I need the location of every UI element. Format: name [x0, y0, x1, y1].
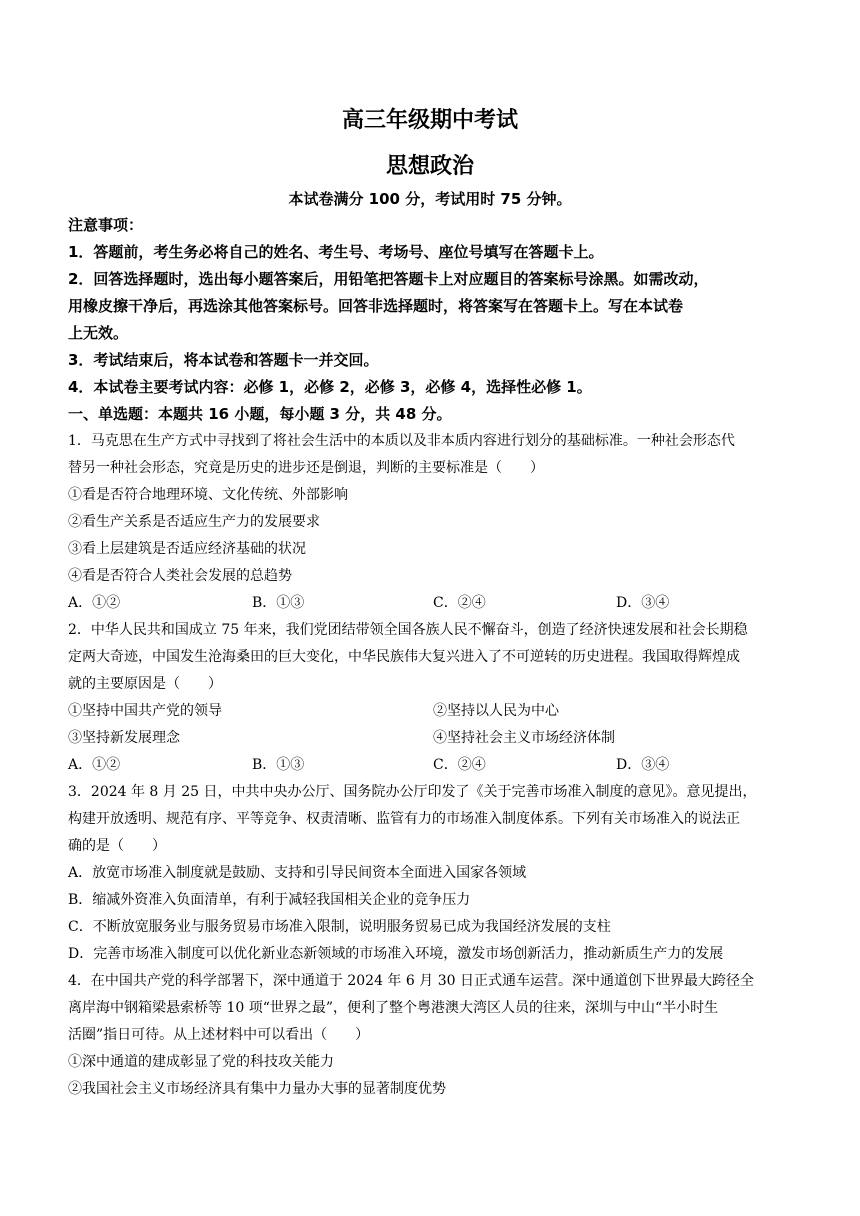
- notice-line: 4．本试卷主要考试内容：必修 1，必修 2，必修 3，必修 4，选择性必修 1。: [68, 378, 592, 396]
- question-item: ①坚持中国共产党的领导: [68, 703, 222, 719]
- notice-heading: 注意事项：: [68, 216, 144, 234]
- section-heading: 一、单选题：本题共 16 小题，每小题 3 分，共 48 分。: [68, 405, 452, 423]
- question-item: ②坚持以人民为中心: [433, 703, 559, 719]
- option-a: A．放宽市场准入制度就是鼓励、支持和引导民间资本全面进入国家各领域: [68, 865, 527, 881]
- question-item: ①看是否符合地理环境、文化传统、外部影响: [68, 487, 348, 503]
- notice-line: 1．答题前，考生务必将自己的姓名、考生号、考场号、座位号填写在答题卡上。: [68, 243, 604, 261]
- option-d: D．完善市场准入制度可以优化新业态新领域的市场准入环境，激发市场创新活力，推动新质生产力的发展: [68, 946, 724, 962]
- question-item: ②看生产关系是否适应生产力的发展要求: [68, 514, 320, 530]
- notice-line: 2．回答选择题时，选出每小题答案后，用铅笔把答题卡上对应题目的答案标号涂黑。如需改动，: [68, 270, 709, 288]
- question-stem: 替另一种社会形态，究竟是历史的进步还是倒退，判断的主要标准是（ ）: [68, 460, 544, 476]
- question-item: ②我国社会主义市场经济具有集中力量办大事的显著制度优势: [68, 1081, 446, 1097]
- exam-info: 本试卷满分 100 分，考试用时 75 分钟。: [288, 190, 572, 208]
- question-item: ③看上层建筑是否适应经济基础的状况: [68, 541, 306, 557]
- notice-line: 用橡皮擦干净后，再选涂其他答案标号。回答非选择题时，将答案写在答题卡上。写在本试卷: [68, 297, 684, 315]
- question-items-row: [68, 698, 794, 725]
- question-items-row: [68, 725, 794, 752]
- question-stem: 离岸海中钢箱梁悬索桥等 10 项“世界之最”，便利了整个粤港澳大湾区人员的往来，深圳与中山“半小时生: [68, 1000, 719, 1016]
- subject-title: 思想政治: [385, 154, 474, 179]
- notice-line: 3．考试结束后，将本试卷和答题卡一并交回。: [68, 351, 379, 369]
- question-stem: 活圈”指日可待。从上述材料中可以看出（ ）: [68, 1027, 370, 1043]
- question-stem: 定两大奇迹，中国发生沧海桑田的巨大变化，中华民族伟大复兴进入了不可逆转的历史进程。我国取得辉煌成: [68, 649, 740, 665]
- answer-options: [68, 590, 794, 617]
- notice-line: 上无效。: [68, 324, 129, 342]
- question-item: ①深中通道的建成彰显了党的科技攻关能力: [68, 1054, 334, 1070]
- question-stem: 就的主要原因是（ ）: [68, 676, 222, 692]
- exam-title: 高三年级期中考试: [341, 108, 518, 133]
- question-item: ④看是否符合人类社会发展的总趋势: [68, 568, 292, 584]
- question-item: ③坚持新发展理念: [68, 730, 180, 746]
- option-a: A．①②: [68, 757, 121, 773]
- option-b: B．缩减外资准入负面清单，有利于减轻我国相关企业的竞争压力: [68, 892, 471, 908]
- option-a: A．①②: [68, 595, 121, 611]
- option-c: C．②④: [433, 595, 486, 611]
- question-item: ④坚持社会主义市场经济体制: [433, 730, 615, 746]
- option-b: B．①③: [252, 757, 305, 773]
- option-d: D．③④: [616, 595, 670, 611]
- question-stem: 4．在中国共产党的科学部署下，深中通道于 2024 年 6 月 30 日正式通车运营。深中通道创下世界最大跨径全: [68, 973, 754, 989]
- question-stem: 1．马克思在生产方式中寻找到了将社会生活中的本质以及非本质内容进行划分的基础标准。一种社会形态代: [68, 433, 735, 449]
- question-stem: 确的是（ ）: [68, 838, 166, 854]
- question-stem: 构建开放透明、规范有序、平等竞争、权责清晰、监管有力的市场准入制度体系。下列有关市场准入的说法正: [68, 811, 740, 827]
- option-c: C．不断放宽服务业与服务贸易市场准入限制，说明服务贸易已成为我国经济发展的支柱: [68, 919, 611, 935]
- answer-options: [68, 752, 794, 779]
- question-stem: 2．中华人民共和国成立 75 年来，我们党团结带领全国各族人民不懈奋斗，创造了经济快速发展和社会长期稳: [68, 622, 748, 638]
- option-d: D．③④: [616, 757, 670, 773]
- exam-body: [68, 212, 794, 1103]
- question-stem: 3．2024 年 8 月 25 日，中共中央办公厅、国务院办公厅印发了《关于完善市场准入制度的意见》。意见提出，: [68, 784, 757, 800]
- option-c: C．②④: [433, 757, 486, 773]
- option-b: B．①③: [252, 595, 305, 611]
